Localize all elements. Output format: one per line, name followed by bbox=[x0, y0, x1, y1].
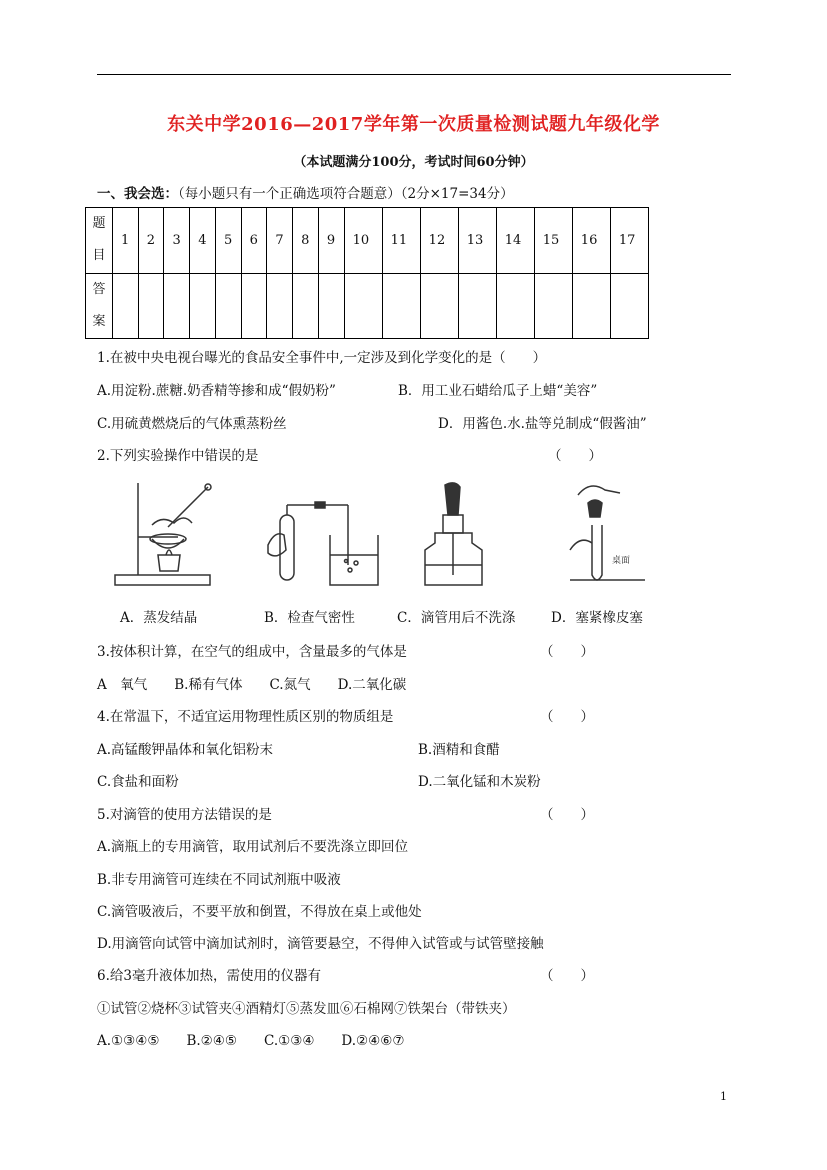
answer-cell[interactable] bbox=[610, 273, 648, 339]
q5-option-b: B.非专用滴管可连续在不同试剂瓶中吸液 bbox=[97, 872, 341, 888]
question-number-cell: 17 bbox=[610, 208, 648, 274]
q2-option-c: C．滴管用后不洗涤 bbox=[397, 610, 516, 626]
q2-stem: 2.下列实验操作中错误的是 bbox=[97, 448, 259, 464]
question-number-cell: 2 bbox=[138, 208, 164, 274]
answer-table bbox=[85, 207, 649, 339]
answer-cell[interactable] bbox=[138, 273, 164, 339]
q2-option-d: D．塞紧橡皮塞 bbox=[551, 610, 643, 626]
page-number: 1 bbox=[720, 1090, 727, 1103]
q2-option-a: A．蒸发结晶 bbox=[120, 610, 198, 626]
q2-apparatus-figure bbox=[100, 475, 655, 595]
page-subtitle: （本试题满分100分，考试时间60分钟） bbox=[293, 155, 534, 170]
q1-option-a: A.用淀粉.蔗糖.奶香精等掺和成“假奶粉” bbox=[97, 383, 336, 399]
evaporation-apparatus-image bbox=[115, 483, 211, 585]
q5-option-a: A.滴瓶上的专用滴管，取用试剂后不要洗涤立即回位 bbox=[97, 839, 409, 855]
question-number-cell: 16 bbox=[572, 208, 610, 274]
question-number-cell: 1 bbox=[113, 208, 139, 274]
question-number-cell: 6 bbox=[241, 208, 267, 274]
section1-heading: 一、我会选： bbox=[97, 186, 178, 202]
desk-label: 桌面 bbox=[612, 556, 631, 566]
page-title: 东关中学2016—2017学年第一次质量检测试题九年级化学 bbox=[167, 114, 660, 135]
question-number-cell: 3 bbox=[164, 208, 190, 274]
q1-option-b: B．用工业石蜡给瓜子上蜡“美容” bbox=[398, 383, 598, 399]
q6-options: A.①③④⑤ B.②④⑤ C.①③④ D.②④⑥⑦ bbox=[97, 1033, 405, 1049]
answer-cell[interactable] bbox=[267, 273, 293, 339]
section1-instruction: （每小题只有一个正确选项符合题意）（2分×17=34分） bbox=[178, 186, 514, 202]
question-number-cell: 5 bbox=[215, 208, 241, 274]
answer-table-answer-row bbox=[86, 273, 649, 339]
answer-table-number-row bbox=[86, 208, 649, 274]
question-number-cell: 15 bbox=[534, 208, 572, 274]
question-number-cell: 10 bbox=[344, 208, 382, 274]
answer-cell[interactable] bbox=[241, 273, 267, 339]
q4-stem: 4.在常温下，不适宜运用物理性质区别的物质组是 bbox=[97, 709, 394, 725]
q2-answer-paren: （ ） bbox=[548, 448, 602, 464]
answer-cell[interactable] bbox=[534, 273, 572, 339]
q1-option-d: D．用酱色.水.盐等兑制成“假酱油” bbox=[438, 416, 647, 432]
q2-option-b: B．检查气密性 bbox=[264, 610, 355, 626]
question-number-cell: 14 bbox=[496, 208, 534, 274]
answer-cell[interactable] bbox=[458, 273, 496, 339]
answer-cell[interactable] bbox=[344, 273, 382, 339]
question-number-cell: 4 bbox=[190, 208, 216, 274]
q4-option-a: A.高锰酸钾晶体和氧化铝粉末 bbox=[97, 742, 274, 758]
row-label-char: 答 bbox=[92, 281, 106, 297]
question-number-cell: 7 bbox=[267, 208, 293, 274]
q3-options: A 氧气 B.稀有气体 C.氮气 D.二氧化碳 bbox=[97, 677, 407, 693]
q5-answer-paren: （ ） bbox=[540, 807, 594, 823]
question-number-cell: 8 bbox=[293, 208, 319, 274]
row-label-char: 案 bbox=[92, 313, 106, 329]
q4-option-b: B.酒精和食醋 bbox=[418, 742, 500, 758]
q4-option-c: C.食盐和面粉 bbox=[97, 774, 179, 790]
q3-answer-paren: （ ） bbox=[540, 644, 594, 660]
question-number-cell: 9 bbox=[318, 208, 344, 274]
stopper-insertion-image bbox=[570, 486, 645, 580]
q6-items: ①试管②烧杯③试管夹④酒精灯⑤蒸发皿⑥石棉网⑦铁架台（带铁夹） bbox=[97, 1001, 516, 1017]
answer-cell[interactable] bbox=[164, 273, 190, 339]
answer-cell[interactable] bbox=[215, 273, 241, 339]
question-number-cell: 12 bbox=[420, 208, 458, 274]
q6-stem: 6.给3毫升液体加热，需使用的仪器有 bbox=[97, 968, 321, 984]
answer-cell[interactable] bbox=[496, 273, 534, 339]
q1-stem: 1.在被中央电视台曝光的食品安全事件中,一定涉及到化学变化的是（ ） bbox=[97, 350, 547, 366]
header-rule bbox=[97, 74, 731, 75]
row-label-char: 题 bbox=[92, 216, 106, 232]
answer-cell[interactable] bbox=[420, 273, 458, 339]
q5-option-d: D.用滴管向试管中滴加试剂时，滴管要悬空，不得伸入试管或与试管壁接触 bbox=[97, 936, 544, 952]
q5-stem: 5.对滴管的使用方法错误的是 bbox=[97, 807, 272, 823]
q5-option-c: C.滴管吸液后，不要平放和倒置，不得放在桌上或他处 bbox=[97, 904, 422, 920]
answer-cell[interactable] bbox=[318, 273, 344, 339]
question-number-cell: 13 bbox=[458, 208, 496, 274]
answer-cell[interactable] bbox=[382, 273, 420, 339]
q4-answer-paren: （ ） bbox=[540, 709, 594, 725]
row-label-question bbox=[86, 208, 113, 274]
airtightness-check-image bbox=[268, 502, 378, 585]
q3-stem: 3.按体积计算，在空气的组成中，含量最多的气体是 bbox=[97, 644, 407, 660]
answer-cell[interactable] bbox=[113, 273, 139, 339]
question-number-cell: 11 bbox=[382, 208, 420, 274]
row-label-answer bbox=[86, 273, 113, 339]
dropper-bottle-image bbox=[425, 483, 482, 585]
q6-answer-paren: （ ） bbox=[540, 968, 594, 984]
answer-cell[interactable] bbox=[190, 273, 216, 339]
q4-option-d: D.二氧化锰和木炭粉 bbox=[418, 774, 541, 790]
section1-heading-line bbox=[97, 182, 514, 202]
row-label-char: 目 bbox=[92, 248, 106, 264]
answer-cell[interactable] bbox=[572, 273, 610, 339]
q1-option-c: C.用硫黄燃烧后的气体熏蒸粉丝 bbox=[97, 416, 287, 432]
answer-cell[interactable] bbox=[293, 273, 319, 339]
